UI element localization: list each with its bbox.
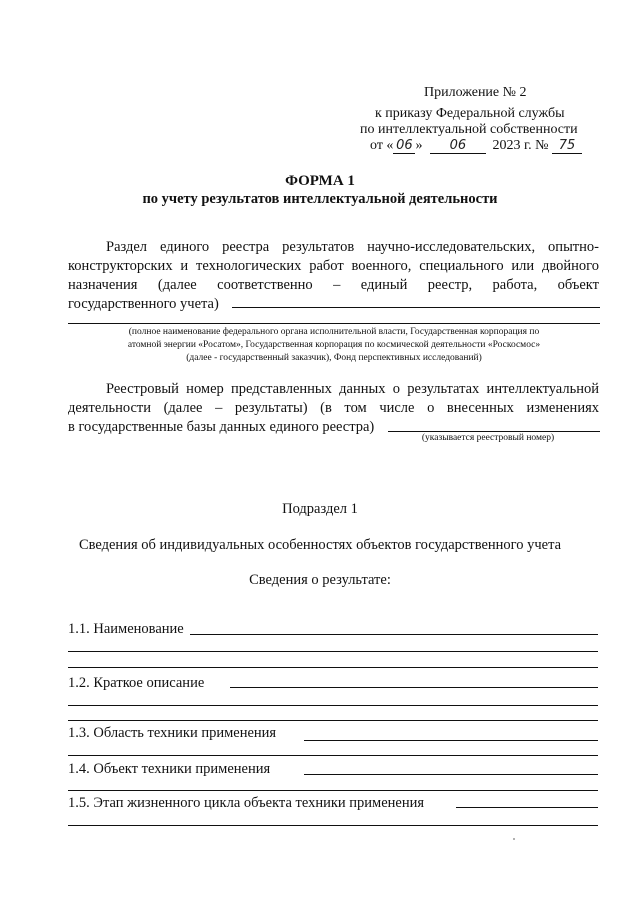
field-lifecycle-stage-label: 1.5. Этап жизненного цикла объекта техники применения (68, 795, 425, 811)
customer-name-note (68, 326, 600, 365)
field-name-line-3 (68, 667, 598, 668)
registry-line-2: деятельности (далее – результаты) (в том числе о внесенных изменениях (68, 400, 599, 416)
form-title: ФОРМА 1 (285, 173, 355, 189)
customer-name-field-line-2 (68, 323, 600, 324)
section-intro-paragraph (68, 238, 599, 314)
field-application-area-line-1 (304, 740, 598, 741)
order-year-number-label: 2023 г. № (492, 138, 549, 153)
registry-line-3: в государственные базы данных единого реестра) (68, 419, 375, 435)
registry-paragraph (68, 380, 599, 437)
field-application-object-line-1 (304, 774, 598, 775)
result-heading: Сведения о результате: (249, 572, 391, 588)
field-description-line-2 (68, 705, 598, 706)
order-number: 75 (552, 139, 582, 154)
order-date-line (370, 137, 582, 155)
field-description-label: 1.2. Краткое описание (68, 675, 205, 691)
customer-name-field-line-1 (232, 307, 600, 308)
field-application-object-label: 1.4. Объект техники применения (68, 761, 271, 777)
subsection-title: Подраздел 1 (282, 501, 358, 517)
subsection-heading: Сведения об индивидуальных особенностях объектов государственного учета (78, 537, 562, 553)
intro-line-4: государственного учета) (68, 296, 219, 312)
field-name-label: 1.1. Наименование (68, 621, 184, 637)
date-prefix: от « (370, 138, 394, 153)
intro-line-1: Раздел единого реестра результатов научно-исследовательских, опытно- (106, 239, 599, 255)
agency-name: по интеллектуальной собственности (360, 122, 578, 137)
field-name-line-2 (68, 651, 598, 652)
registry-line-1: Реестровый номер представленных данных о результатах интеллектуальной (106, 381, 599, 397)
customer-note-line-3: (далее - государственный заказчик), Фонд перспективных исследований) (186, 353, 482, 363)
field-description-line-3 (68, 720, 598, 721)
field-application-area-line-2 (68, 755, 598, 756)
appendix-label: Приложение № 2 (424, 85, 527, 100)
order-month: 06 (430, 139, 486, 154)
field-lifecycle-stage-line-2 (68, 825, 598, 826)
field-lifecycle-stage-line-1 (456, 807, 598, 808)
customer-note-line-2: атомной энергии «Росатом», Государственная корпорация по космической деятельности «Роскосмос» (127, 340, 541, 350)
date-day-suffix: » (415, 138, 423, 153)
field-name-line-1 (190, 634, 598, 635)
customer-note-line-1: (полное наименование федерального органа исполнительной власти, Государственная корпорация по (128, 327, 540, 337)
order-day: 06 (393, 139, 415, 154)
order-reference: к приказу Федеральной службы (375, 106, 565, 121)
intro-line-3: назначения (далее соответственно – единый реестр, работа, объект (68, 277, 599, 293)
scan-speck (513, 838, 515, 840)
field-description-line-1 (230, 687, 598, 688)
registry-number-note: (указывается реестровый номер) (421, 433, 555, 443)
field-application-object-line-2 (68, 790, 598, 791)
form-subtitle: по учету результатов интеллектуальной деятельности (142, 191, 498, 207)
intro-line-2: конструкторских и технологических работ военного, специального или двойного (68, 258, 599, 274)
field-application-area-label: 1.3. Область техники применения (68, 725, 277, 741)
